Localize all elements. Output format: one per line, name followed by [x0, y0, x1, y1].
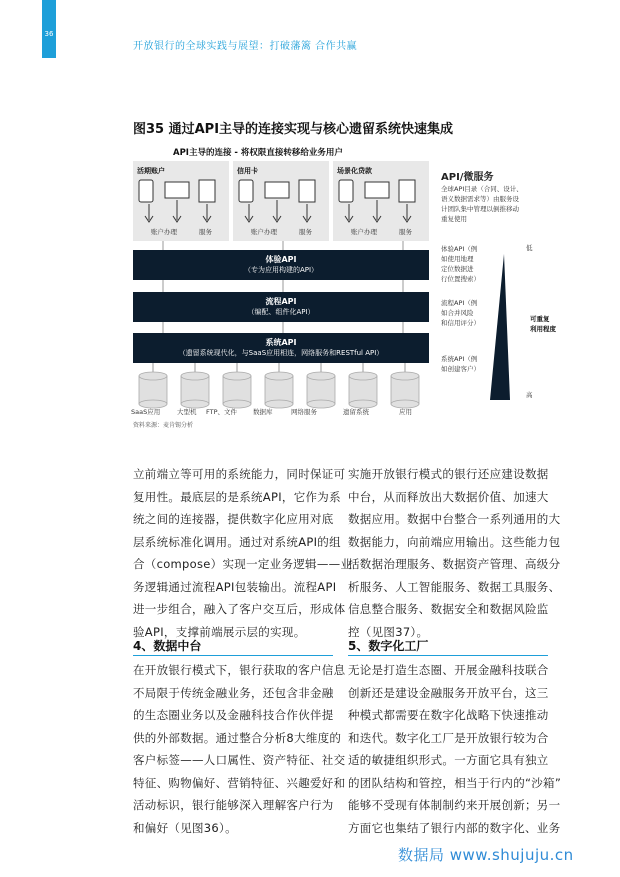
system-api-bar [133, 333, 429, 363]
db-label: 大型机 [177, 408, 197, 416]
side-heading: API/微服务 [441, 172, 494, 183]
section-5-heading: 5、数字化工厂 [348, 639, 429, 653]
experience-api-desc: （专为应用构建的API） [243, 266, 319, 274]
process-api-desc: （编配、组件化API） [247, 308, 315, 316]
database-icon [391, 372, 419, 408]
db-label: 网络服务 [291, 408, 317, 416]
page-number: 36 [44, 30, 54, 38]
db-label: 数据库 [253, 408, 273, 416]
db-label: FTP、文件 [206, 408, 238, 416]
system-api-desc: （遗留系统现代化，与SaaS应用相连，网络服务和RESTful API） [178, 349, 384, 357]
figure-title: 图35 通过API主导的连接实现与核心遗留系统快速集成 [133, 122, 454, 137]
section-4-heading: 4、数据中台 [133, 639, 202, 653]
group-label-3: 场景化贷款 [337, 167, 372, 175]
database-icon [349, 372, 377, 408]
group-sub-3b: 服务 [399, 228, 412, 236]
section-4-rule [133, 655, 333, 656]
reuse-degree-label: 可重复 利用程度 [530, 315, 556, 333]
watermark: 数据局 www.shujuju.cn [398, 846, 574, 864]
side-process-note: 流程API（例 如合并风险 和信用评分） [441, 299, 480, 327]
group-label-2: 信用卡 [237, 167, 258, 175]
reuse-triangle [486, 252, 526, 402]
mobile-icon [139, 180, 153, 202]
laptop-icon [165, 182, 189, 198]
mobile-icon [339, 180, 353, 202]
running-header: 开放银行的全球实践与展望：打破藩篱 合作共赢 [133, 41, 358, 52]
laptop-icon [365, 182, 389, 198]
side-experience-note: 体验API（例 如使用地理 定位数据进 行位置搜索） [441, 245, 480, 283]
right-paragraph-2: 无论是打造生态圈、开展金融科技联合 创新还是建设金融服务开放平台，这三 种模式都需要在数字化战略下快速推动 和迭代。数字化工厂是开放银行较为合 适的敏捷组织形式。一方面它具有独立 的团队结构和管控，相当于行内的“沙箱” 能够不受现有体制制约来开展创新；另一 方面它也集结了银行内部的数字化、业务 [348, 663, 562, 835]
left-paragraph-1: 立前端立等可用的系统能力，同时保证可 复用性。最底层的是系统API，它作为系 统之间的连接器，提供数字化应用对底 层系统标准化调用。通过对系统API的组 合（compose）实现一定业务逻辑——业 务逻辑通过流程API包装输出。流程API 进一步组合，融入了客户交互后，形成体 验API，支撑前端展示层的实现。 [133, 467, 353, 639]
group-sub-1b: 服务 [199, 228, 212, 236]
db-label: 应用 [399, 408, 412, 416]
experience-api-title: 体验API [265, 255, 297, 264]
database-icon [181, 372, 209, 408]
left-paragraph-2: 在开放银行模式下，银行获取的客户信息 不局限于传统金融业务，还包含非金融 的生态圈业务以及金融科技合作伙伴提 供的外部数据。通过整合分析8大维度的 客户标签——人口属性、资产特征、社交 特征、购物偏好、营销特征、兴趣爱好和 活动标识，银行能够深入理解客户行为 和偏好（见图36）。 [133, 663, 346, 835]
group-label-1: 活期账户 [137, 167, 165, 175]
db-label: 遗留系统 [343, 408, 369, 416]
db-label: SaaS应用 [131, 408, 161, 416]
figure-source: 资料来源：麦肯锡分析 [133, 422, 194, 429]
page-tab [42, 0, 56, 58]
building-icon [199, 180, 215, 202]
database-icon [307, 372, 335, 408]
mobile-icon [239, 180, 253, 202]
group-sub-1a: 账户办理 [151, 228, 177, 236]
database-icon [223, 372, 251, 408]
database-icons [139, 372, 419, 408]
system-api-title: 系统API [265, 338, 297, 347]
reuse-low-label: 低 [526, 244, 533, 252]
experience-api-bar [133, 250, 429, 280]
database-icon [265, 372, 293, 408]
group-sub-3a: 账户办理 [351, 228, 377, 236]
group-sub-2b: 服务 [299, 228, 312, 236]
process-api-bar [133, 292, 429, 322]
building-icon [299, 180, 315, 202]
database-icon [139, 372, 167, 408]
group-sub-2a: 账户办理 [251, 228, 277, 236]
section-5-rule [348, 655, 548, 656]
laptop-icon [265, 182, 289, 198]
side-intro: 全球API目录（合同、设计、 语义数据需求等）由服务设 计团队集中管理以倒推移动 重复使用 [441, 185, 523, 223]
right-paragraph-1: 实施开放银行模式的银行还应建设数据 中台，从而释放出大数据价值、加速大 数据应用。数据中台整合一系列通用的大 数据能力，向前端应用输出。这些能力包 括数据治理服务、数据资产管理、高级分 析服务、人工智能服务、数据工具服务、 信息整合服务、数据安全和数据风险监 控（见图37）。 [348, 467, 561, 639]
process-api-title: 流程API [265, 297, 297, 306]
diagram-subtitle: API主导的连接 - 将权限直接转移给业务用户 [173, 148, 343, 158]
side-system-note: 系统API（例 如创建客户） [441, 355, 480, 373]
building-icon [399, 180, 415, 202]
reuse-high-label: 高 [526, 391, 533, 399]
